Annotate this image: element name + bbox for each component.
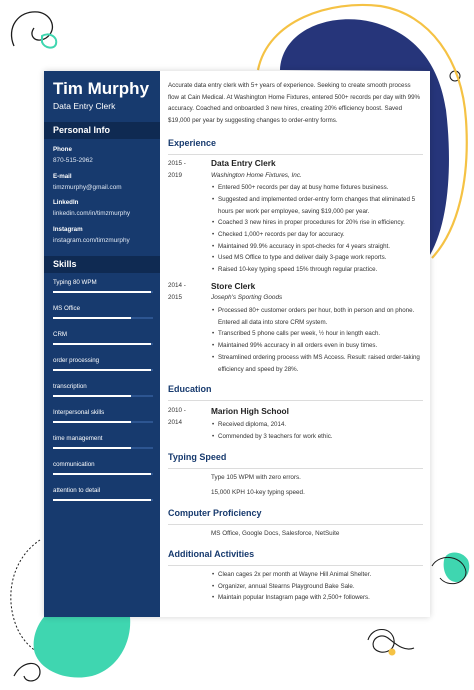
bullet-text: Maintained 99% accuracy in all orders even in busy times. <box>218 342 378 349</box>
skill-level-bar <box>53 473 151 475</box>
skill-item <box>53 357 153 371</box>
top-left-squiggle <box>11 12 52 46</box>
phone-value: 870-515-2962 <box>53 157 93 164</box>
additional-activities-heading <box>168 549 423 566</box>
candidate-title: Data Entry Clerk <box>53 101 116 111</box>
skills-heading-text: Skills <box>53 259 77 269</box>
skills-heading <box>44 256 160 273</box>
bullet-dot: • <box>212 571 215 578</box>
skill-track <box>53 291 153 293</box>
skill-item <box>53 435 153 449</box>
education-date-end: 2014 <box>168 419 183 426</box>
skill-level-bar <box>53 317 131 319</box>
skill-track <box>53 369 153 371</box>
skill-label: communication <box>53 461 95 468</box>
experience-heading-text: Experience <box>168 138 217 148</box>
job-bullet <box>211 305 423 328</box>
bullet-text: Transcribed 5 phone calls per week, ½ hour in length each. <box>218 330 381 337</box>
job-bullet <box>211 340 423 352</box>
bullet-dot: • <box>212 583 215 590</box>
skill-track <box>53 473 153 475</box>
skill-label: MS Office <box>53 305 81 312</box>
computer-proficiency-line: MS Office, Google Docs, Salesforce, NetSuite <box>211 530 340 537</box>
linkedin-value: linkedin.com/in/timzmurphy <box>53 210 131 217</box>
email-label: E-mail <box>53 173 72 180</box>
typing-speed-heading-text: Typing Speed <box>168 452 227 462</box>
skill-item <box>53 487 153 501</box>
education-heading <box>168 384 423 401</box>
sidebar <box>44 71 160 617</box>
job-bullet <box>211 182 423 194</box>
job-bullet <box>211 217 423 229</box>
bullet-text: Organizer, annual Stearns Playground Bake Sale. <box>218 583 355 590</box>
instagram-value: instagram.com/timzmurphy <box>53 237 130 244</box>
school-name: Marion High School <box>211 406 289 416</box>
skill-level-bar <box>53 421 131 423</box>
job-date-start: 2015 - <box>168 160 186 167</box>
skill-item <box>53 383 153 397</box>
job-date-start: 2014 - <box>168 282 186 289</box>
bullet-dot: • <box>212 594 215 601</box>
bullet-dot: • <box>212 421 215 428</box>
bullet-text: Checked 1,000+ records per day for accuracy. <box>218 231 345 238</box>
bullet-dot: • <box>212 266 215 273</box>
skill-track <box>53 447 153 449</box>
summary-paragraph: Accurate data entry clerk with 5+ years of experience. Seeking to create smooth process flow at Cain Medical. At Washington Home Fixtures, entered 500+ records per day with 99% accuracy. Coached and onboarded 3 new hires, creating 20% efficiency boost. Saved $19,000 per year by suggesting changes to order-entry forms. <box>168 82 421 124</box>
skill-track <box>53 395 153 397</box>
education-bullet <box>211 419 423 431</box>
skill-item <box>53 279 153 293</box>
bullet-text: Coached 3 new hires in proper procedures for 20% rise in efficiency. <box>218 219 405 226</box>
experience-heading <box>168 138 423 155</box>
skill-label: time management <box>53 435 103 442</box>
candidate-name: Tim Murphy <box>53 79 150 98</box>
resume-sheet <box>44 71 430 617</box>
bullet-dot: • <box>212 330 215 337</box>
skill-label: CRM <box>53 331 68 338</box>
bullet-text: Entered 500+ records per day at busy home fixtures business. <box>218 184 389 191</box>
bullet-dot: • <box>212 243 215 250</box>
email-value: timzmurphy@gmail.com <box>53 184 122 191</box>
job-company: Washington Home Fixtures, Inc. <box>211 172 302 179</box>
skill-label: transcription <box>53 383 87 390</box>
activity-bullet <box>211 569 423 581</box>
job-title: Store Clerk <box>211 281 256 291</box>
top-left-teal-ring <box>42 34 56 47</box>
skill-level-bar <box>53 395 131 397</box>
bullet-text: Suggested and implemented order-entry form changes that eliminated 5 hours per work per employee, saving $19,000 per year. <box>218 196 416 215</box>
bullet-text: Maintained 99.9% accuracy in spot-checks for 4 years straight. <box>218 243 390 250</box>
bullet-dot: • <box>212 354 215 361</box>
activity-bullet <box>211 592 423 604</box>
job-bullet <box>211 252 423 264</box>
skill-level-bar <box>53 499 151 501</box>
personal-info-heading <box>44 122 160 139</box>
skill-label: Typing 80 WPM <box>53 279 97 286</box>
skill-track <box>53 343 153 345</box>
main-column <box>168 71 424 617</box>
computer-proficiency-heading <box>168 508 423 525</box>
skill-item <box>53 331 153 345</box>
skill-level-bar <box>53 447 131 449</box>
education-heading-text: Education <box>168 384 212 394</box>
skill-track <box>53 317 153 319</box>
job-bullet <box>211 352 423 375</box>
bullet-dot: • <box>212 342 215 349</box>
phone-label: Phone <box>53 146 72 153</box>
bullet-text: Clean cages 2x per month at Wayne Hill Animal Shelter. <box>218 571 372 578</box>
job-bullet <box>211 241 423 253</box>
skill-level-bar <box>53 291 151 293</box>
additional-activities-heading-text: Additional Activities <box>168 549 255 559</box>
education-date-start: 2010 - <box>168 407 186 414</box>
bullet-dot: • <box>212 254 215 261</box>
bullet-text: Processed 80+ customer orders per hour, both in person and on phone. Entered all data into store CRM system. <box>218 307 415 326</box>
job-bullet <box>211 328 423 340</box>
bullet-text: Raised 10-key typing speed 15% through regular practice. <box>218 266 378 273</box>
job-title: Data Entry Clerk <box>211 158 276 168</box>
job-bullet <box>211 194 423 217</box>
personal-info-heading-text: Personal Info <box>53 125 111 135</box>
typing-speed-line: 15,000 KPH 10-key typing speed. <box>211 489 305 496</box>
bullet-dot: • <box>212 184 215 191</box>
skill-label: Interpersonal skills <box>53 409 105 416</box>
computer-proficiency-heading-text: Computer Proficiency <box>168 508 262 518</box>
bullet-dot: • <box>212 219 215 226</box>
activity-bullet <box>211 581 423 593</box>
bullet-text: Maintain popular Instagram page with 2,500+ followers. <box>218 594 370 601</box>
bullet-text: Received diploma, 2014. <box>218 421 287 428</box>
bottom-left-teal-blob <box>34 617 131 678</box>
right-teal-blob <box>444 553 470 583</box>
bullet-dot: • <box>212 196 215 203</box>
typing-speed-line: Type 105 WPM with zero errors. <box>211 474 301 481</box>
skill-level-bar <box>53 369 151 371</box>
typing-speed-heading <box>168 452 423 469</box>
bottom-left-squiggle <box>14 663 40 680</box>
skill-label: attention to detail <box>53 487 101 494</box>
bullet-text: Commended by 3 teachers for work ethic. <box>218 433 333 440</box>
job-date-end: 2019 <box>168 172 183 179</box>
bullet-dot: • <box>212 231 215 238</box>
bullet-dot: • <box>212 433 215 440</box>
skill-track <box>53 499 153 501</box>
job-bullet <box>211 264 423 276</box>
linkedin-label: LinkedIn <box>53 199 79 206</box>
bullet-text: Used MS Office to type and deliver daily 3-page work reports. <box>218 254 387 261</box>
bullet-dot: • <box>212 307 215 314</box>
instagram-label: Instagram <box>53 226 83 233</box>
job-date-end: 2015 <box>168 294 183 301</box>
skill-track <box>53 421 153 423</box>
bottom-right-yellow-dot <box>389 649 396 656</box>
bullet-text: Streamlined ordering process with MS Access. Result: raised order-taking efficiency and speed by 28%. <box>218 354 420 373</box>
skill-item <box>53 461 153 475</box>
education-bullet <box>211 431 423 443</box>
skill-label: order processing <box>53 357 100 364</box>
job-bullet <box>211 229 423 241</box>
skill-item <box>53 305 153 319</box>
skill-level-bar <box>53 343 151 345</box>
skill-item <box>53 409 153 423</box>
job-company: Joseph's Sporting Goods <box>211 294 283 301</box>
